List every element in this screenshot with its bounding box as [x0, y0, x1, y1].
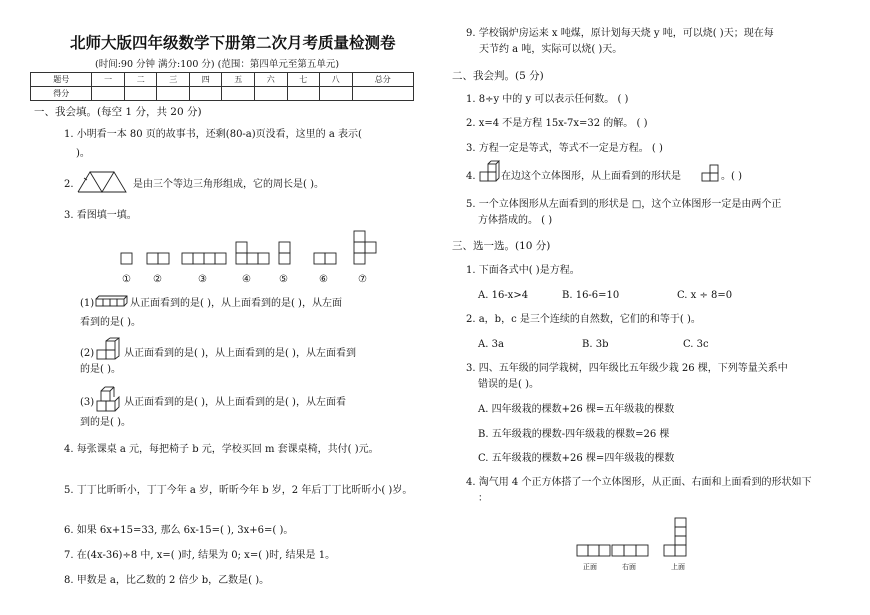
q1-text-cont: )。: [76, 148, 90, 159]
score-header-cell: 八: [320, 73, 353, 87]
view-shapes-row: [110, 228, 380, 268]
top-view-label: 上面: [671, 563, 685, 571]
q3-3-number: (3): [80, 397, 95, 408]
judge-4-number: 4.: [466, 171, 476, 182]
judge-1: 1. 8÷y 中的 y 可以表示任何数。 ( ): [466, 94, 629, 105]
q3-text: 3. 看图填一填。: [64, 210, 137, 221]
q3-1-text: 从正面看到的是( )，从上面看到的是( )，从左面: [130, 298, 342, 309]
judge-4-solid-figure: [478, 163, 502, 185]
q2-number: 2.: [64, 179, 74, 190]
top-view-shape: [664, 518, 686, 556]
exam-title: 北师大版四年级数学下册第二次月考质量检测卷: [70, 34, 396, 52]
judge-3: 3. 方程一定是等式，等式不一定是方程。 ( ): [466, 143, 663, 154]
judge-5-text-cont: 方体搭成的。 ( ): [478, 215, 553, 226]
choice-3-option-c: C. 五年级栽的棵数+26 棵=四年级栽的棵数: [478, 453, 675, 464]
shape-3: [182, 253, 226, 264]
choice-2: 2. a，b，c 是三个连续的自然数，它们的和等于( )。: [466, 314, 701, 325]
q3-3-text: 从正面看到的是( )，从上面看到的是( )，从左面看: [124, 397, 346, 408]
choice-3-text-cont: 错误的是( )。: [478, 379, 539, 390]
three-views-figure: [575, 515, 705, 565]
score-cell[interactable]: [92, 87, 125, 101]
score-cell[interactable]: [124, 87, 157, 101]
choice-4-text-cont: ：: [478, 493, 488, 504]
shape-1: [121, 253, 132, 264]
score-header-cell: 六: [255, 73, 288, 87]
judge-4-text: 在边这个立体图形，从上面看到的形状是: [501, 171, 681, 182]
choice-2-option-c: C. 3c: [683, 339, 709, 350]
score-cell[interactable]: [157, 87, 190, 101]
score-cell[interactable]: [255, 87, 288, 101]
choice-1-option-b: B. 16-6=10: [562, 290, 620, 301]
q8-text: 8. 甲数是 a，比乙数的 2 倍少 b，乙数是( )。: [64, 575, 270, 586]
choice-2-option-a: A. 3a: [478, 339, 504, 350]
judge-4-end: 。( ): [721, 171, 742, 182]
score-header-cell: 四: [189, 73, 222, 87]
shape-label-3: ③: [198, 274, 207, 285]
q6-text: 6. 如果 6x+15=33, 那么 6x-15=( ), 3x+6=( )。: [64, 525, 294, 536]
score-header-cell: 二: [124, 73, 157, 87]
score-cell[interactable]: [352, 87, 413, 101]
choice-1-option-a: A. 16-x>4: [478, 290, 529, 301]
q7-text: 7. 在(4x-36)÷8 中, x=( )时, 结果为 0; x=( )时, 结果是 1。: [64, 550, 336, 561]
q3-2-text-cont: 的是( )。: [80, 364, 121, 375]
exam-subtitle: (时间:90 分钟 满分:100 分) (范围：第四单元至第五单元): [95, 59, 340, 70]
shape-2: [147, 253, 169, 264]
shape-label-7: ⑦: [358, 274, 367, 285]
score-cell[interactable]: [287, 87, 320, 101]
score-header-cell: 三: [157, 73, 190, 87]
q4-text: 4. 每张课桌 a 元，每把椅子 b 元，学校买回 m 套课桌椅，共付( )元。: [64, 444, 379, 455]
section-1-heading: 一、我会填。(每空 1 分，共 20 分): [34, 106, 202, 118]
section-3-heading: 三、选一选。(10 分): [452, 240, 551, 252]
triangles-figure: [76, 170, 132, 194]
q5-text: 5. 丁丁比昕昕小，丁丁今年 a 岁，昕昕今年 b 岁，2 年后丁丁比昕昕小( )岁。: [64, 485, 413, 496]
q9-text: 9. 学校锅炉房运来 x 吨煤，原计划每天烧 y 吨，可以烧( )天；现在每: [466, 28, 774, 39]
choice-3-option-a: A. 四年级栽的棵数+26 棵=五年级栽的棵数: [478, 404, 675, 415]
judge-2: 2. x=4 不是方程 15x-7x=32 的解。 ( ): [466, 118, 648, 129]
score-table-header-row: [31, 73, 414, 87]
long-cuboid-figure: [95, 296, 129, 308]
choice-1-option-c: C. x ÷ 8=0: [677, 290, 733, 301]
front-view-shape: [577, 545, 610, 556]
q3-1-text-cont: 看到的是( )。: [80, 317, 141, 328]
q3-1-number: (1): [80, 298, 95, 309]
judge-5-text: 5. 一个立体图形从左面看到的形状是 □，这个立体图形一定是由两个正: [466, 199, 782, 210]
score-cell[interactable]: [222, 87, 255, 101]
shape-label-6: ⑥: [319, 274, 328, 285]
section-2-heading: 二、我会判。(5 分): [452, 70, 544, 82]
score-header-cell: 一: [92, 73, 125, 87]
choice-3-option-b: B. 五年级栽的棵数-四年级栽的棵数=26 棵: [478, 429, 670, 440]
choice-3-text: 3. 四、五年级的同学栽树，四年级比五年级少栽 26 棵，下列等量关系中: [466, 363, 788, 374]
q3-3-text-cont: 到的是( )。: [80, 417, 131, 428]
choice-1: 1. 下面各式中( )是方程。: [466, 265, 580, 276]
shape-7: [354, 231, 376, 264]
cube-stack-figure: [95, 340, 125, 362]
judge-4-top-view-figure: [700, 164, 722, 184]
score-header-cell: 五: [222, 73, 255, 87]
q2-text: 是由三个等边三角形组成，它的周长是( )。: [133, 179, 324, 190]
score-table: [30, 72, 414, 101]
shape-label-5: ⑤: [279, 274, 288, 285]
choice-2-option-b: B. 3b: [582, 339, 609, 350]
score-row-label: 得分: [31, 87, 92, 101]
right-view-shape: [612, 545, 648, 556]
score-header-cell: 七: [287, 73, 320, 87]
shape-label-2: ②: [153, 274, 162, 285]
q1-text: 1. 小明看一本 80 页的故事书，还剩(80-a)页没看，这里的 a 表示(: [64, 129, 362, 140]
score-header-cell: 题号: [31, 73, 92, 87]
choice-4-text: 4. 淘气用 4 个正方体搭了一个立体图形，从正面、右面和上面看到的形状如下: [466, 477, 812, 488]
score-table-score-row: [31, 87, 414, 101]
q9-text-cont: 天节约 a 吨，实际可以烧( )天。: [479, 44, 623, 55]
q3-2-number: (2): [80, 348, 95, 359]
q3-2-text: 从正面看到的是( )，从上面看到的是( )，从左面看到: [124, 348, 356, 359]
score-cell[interactable]: [320, 87, 353, 101]
score-header-cell: 总分: [352, 73, 413, 87]
right-view-label: 右面: [622, 563, 636, 571]
score-cell[interactable]: [189, 87, 222, 101]
front-view-label: 正面: [583, 563, 597, 571]
shape-label-4: ④: [242, 274, 251, 285]
shape-6: [314, 253, 336, 264]
cube-tower-figure: [95, 386, 125, 414]
shape-label-1: ①: [122, 274, 131, 285]
shape-4: [236, 242, 269, 264]
shape-5: [279, 242, 290, 264]
